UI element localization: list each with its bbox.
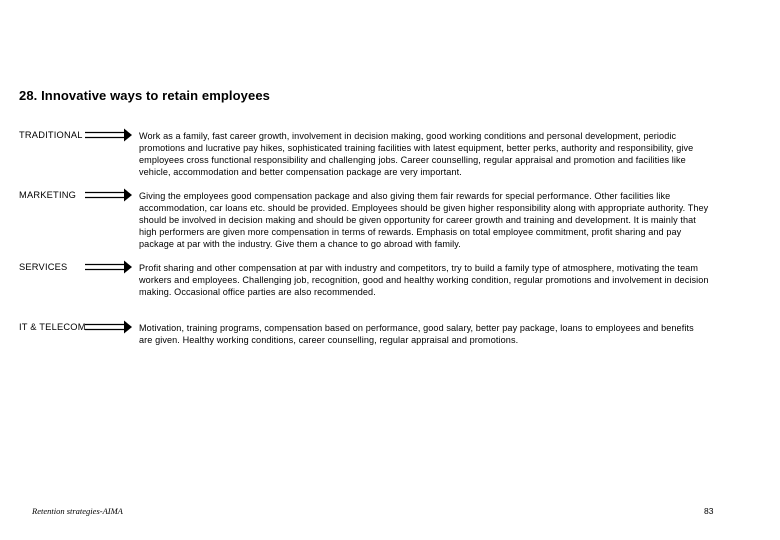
row-label: SERVICES [19,262,68,272]
double-arrow-icon [85,188,133,202]
row-description: Motivation, training programs, compensation based on performance, good salary, better pay package, loans to employees and benefits are given. Healthy working conditions, career counselling, regular appraisal and promotions. [139,323,694,345]
row-label: MARKETING [19,190,77,200]
row-description: Work as a family, fast career growth, involvement in decision making, good working conditions and personal development, periodic promotions and lucrative pay hikes, sophisticated training facilities with latest equipment, better perks, authority and responsibility, give employees cross functional responsibility and challenging jobs. Career counselling, regular appraisal and promotion and facilities like vehicle, accommodation and better compensation package are very important. [139,131,694,177]
row-label: IT & TELECOM [19,322,86,332]
row-description: Giving the employees good compensation package and also giving them fair rewards for special performance. Other facilities like accommodation, car loans etc. should be provided. Employees should be given higher responsibility along with appropriate authority. They should be involved in decision making and should be given opportunity for career growth and training and development. It is mainly that high performers are given more compensation in terms of rewards. Emphasis on total employee commitment, profit sharing and pay package at par with the industry. Give them a chance to go abroad with family. [139,191,709,249]
double-arrow-icon [85,260,133,274]
row-description: Profit sharing and other compensation at par with industry and competitors, try to build a family type of atmosphere, motivating the team workers and employees. Challenging job, recognition, good and healthy working condition, regular promotions and involvement in decision making. Occasional office parties are also recommended. [139,263,709,297]
page-title: 28. Innovative ways to retain employees [19,88,271,103]
row-label: TRADITIONAL [19,130,83,140]
footer-source: Retention strategies-AIMA [32,506,123,516]
double-arrow-icon [85,320,133,334]
double-arrow-icon [85,128,133,142]
page-number: 83 [704,506,714,516]
